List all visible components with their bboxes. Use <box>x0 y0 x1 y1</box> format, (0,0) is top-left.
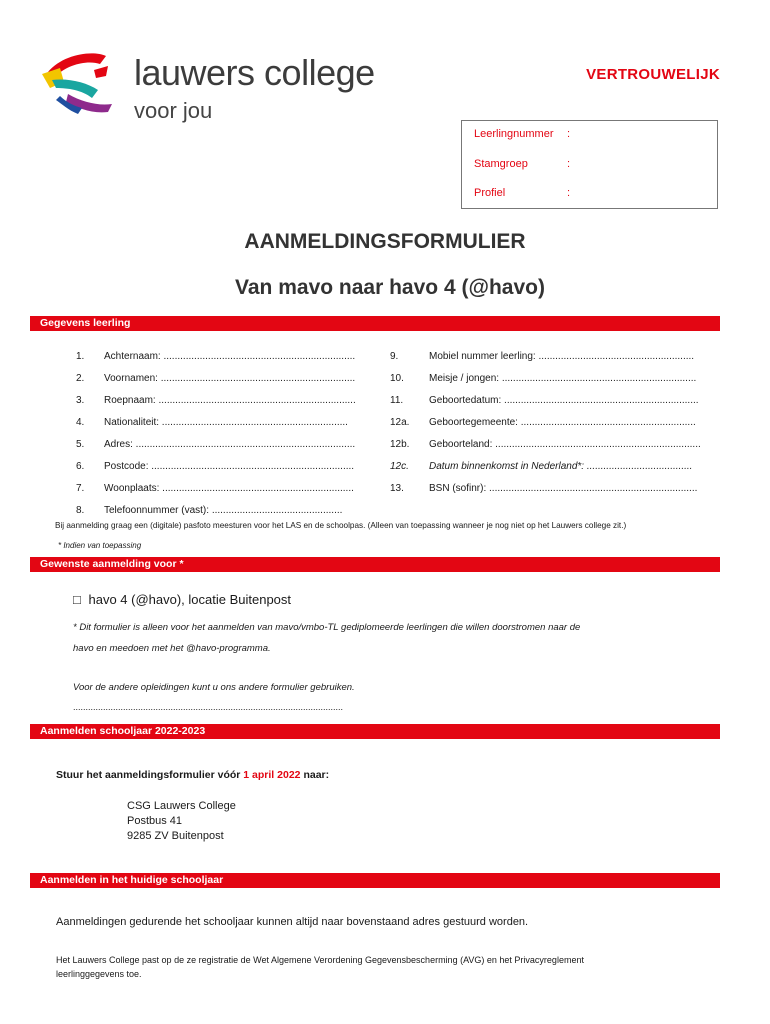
field-adres[interactable]: Adres: ............................................................................... <box>104 439 356 450</box>
id-sep: : <box>567 158 571 170</box>
privacy-line: leerlinggegevens toe. <box>56 969 142 979</box>
id-label: Profiel <box>474 187 506 199</box>
photo-note: Bij aanmelding graag een (digitale) pasfoto meesturen voor het LAS en de schoolpas. (Alleen van toepassing wanneer je nog niet op het Lauwers college zit.) <box>55 521 627 530</box>
id-sep: : <box>567 128 571 140</box>
id-row-stamgroep[interactable] <box>474 158 570 170</box>
section-header-schooljaar: Aanmelden schooljaar 2022-2023 <box>30 724 720 739</box>
field-postcode[interactable]: Postcode: ......................................................................... <box>104 461 355 472</box>
send-deadline: 1 april 2022 <box>243 769 301 781</box>
field-achternaam[interactable]: Achternaam: ..................................................................... <box>104 351 356 362</box>
student-id-box <box>461 120 718 209</box>
id-row-leerlingnummer[interactable] <box>474 128 570 140</box>
field-number: 2. <box>76 373 85 384</box>
school-address <box>127 799 236 844</box>
field-number: 3. <box>76 395 85 406</box>
confidential-label: VERTROUWELIJK <box>586 66 720 83</box>
field-telefoonnummer[interactable]: Telefoonnummer (vast): ............................................... <box>104 505 343 516</box>
section-header-gewenste: Gewenste aanmelding voor * <box>30 557 720 572</box>
field-woonplaats[interactable]: Woonplaats: ..................................................................... <box>104 483 354 494</box>
field-bsn[interactable]: BSN (sofinr): ........................................................................... <box>429 483 698 494</box>
logo-wordmark: lauwers college <box>134 52 375 93</box>
option-havo4[interactable] <box>73 592 291 607</box>
section-header-gegevens: Gegevens leerling <box>30 316 720 331</box>
section-header-huidige: Aanmelden in het huidige schooljaar <box>30 873 720 888</box>
field-number: 9. <box>390 351 399 362</box>
field-number: 10. <box>390 373 404 384</box>
id-row-profiel[interactable] <box>474 187 570 199</box>
privacy-text <box>56 953 584 981</box>
field-voornamen[interactable]: Voornamen: ...................................................................... <box>104 373 356 384</box>
current-year-text: Aanmeldingen gedurende het schooljaar kunnen altijd naar bovenstaand adres gestuurd worden. <box>56 916 529 928</box>
option-note-1: * Dit formulier is alleen voor het aanmelden van mavo/vmbo-TL gediplomeerde leerlingen die willen doorstromen naar de <box>73 622 581 633</box>
field-number: 1. <box>76 351 85 362</box>
privacy-line: Het Lauwers College past op de ze registratie de Wet Algemene Verordening Gegevensbescherming (AVG) en het Privacyreglement <box>56 955 584 965</box>
field-roepnaam[interactable]: Roepnaam: ....................................................................... <box>104 395 356 406</box>
form-title: AANMELDINGSFORMULIER <box>244 230 526 253</box>
lauwers-logo-icon <box>38 44 130 116</box>
id-sep: : <box>567 187 571 199</box>
address-line: 9285 ZV Buitenpost <box>127 830 224 842</box>
send-suffix: naar: <box>303 769 330 781</box>
option-dotted-line[interactable]: ............................................................................................................ <box>73 702 344 712</box>
address-line: Postbus 41 <box>127 815 183 827</box>
field-mobiel[interactable]: Mobiel nummer leerling: ........................................................ <box>429 351 695 362</box>
field-number: 12b. <box>390 439 410 450</box>
field-nationaliteit[interactable]: Nationaliteit: ................................................................... <box>104 417 348 428</box>
logo-tagline: voor jou <box>134 98 213 123</box>
form-subtitle: Van mavo naar havo 4 (@havo) <box>235 276 545 299</box>
send-prefix: Stuur het aanmeldingsformulier vóór <box>56 769 241 781</box>
field-geboortedatum[interactable]: Geboortedatum: ...................................................................... <box>429 395 699 406</box>
footnote: * Indien van toepassing <box>58 541 142 550</box>
field-geboorteland[interactable]: Geboorteland: .......................................................................... <box>429 439 701 450</box>
checkbox-icon[interactable]: □ <box>73 592 81 607</box>
field-number: 8. <box>76 505 85 516</box>
field-number: 4. <box>76 417 85 428</box>
field-geslacht[interactable]: Meisje / jongen: ...................................................................... <box>429 373 697 384</box>
option-note-3: Voor de andere opleidingen kunt u ons andere formulier gebruiken. <box>73 682 355 693</box>
field-number: 5. <box>76 439 85 450</box>
field-number: 6. <box>76 461 85 472</box>
field-number: 11. <box>390 395 404 406</box>
field-number: 12c. <box>390 461 409 472</box>
option-label: havo 4 (@havo), locatie Buitenpost <box>88 592 292 607</box>
id-label: Leerlingnummer <box>474 128 554 140</box>
field-number: 12a. <box>390 417 410 428</box>
field-number: 13. <box>390 483 404 494</box>
option-note-2: havo en meedoen met het @havo-programma. <box>73 643 271 654</box>
id-label: Stamgroep <box>474 158 528 170</box>
field-geboortegemeente[interactable]: Geboortegemeente: ............................................................... <box>429 417 696 428</box>
field-datum-binnenkomst[interactable]: Datum binnenkomst in Nederland*: ...................................... <box>429 461 693 472</box>
send-instruction <box>56 769 329 781</box>
field-number: 7. <box>76 483 85 494</box>
address-line: CSG Lauwers College <box>127 800 236 812</box>
